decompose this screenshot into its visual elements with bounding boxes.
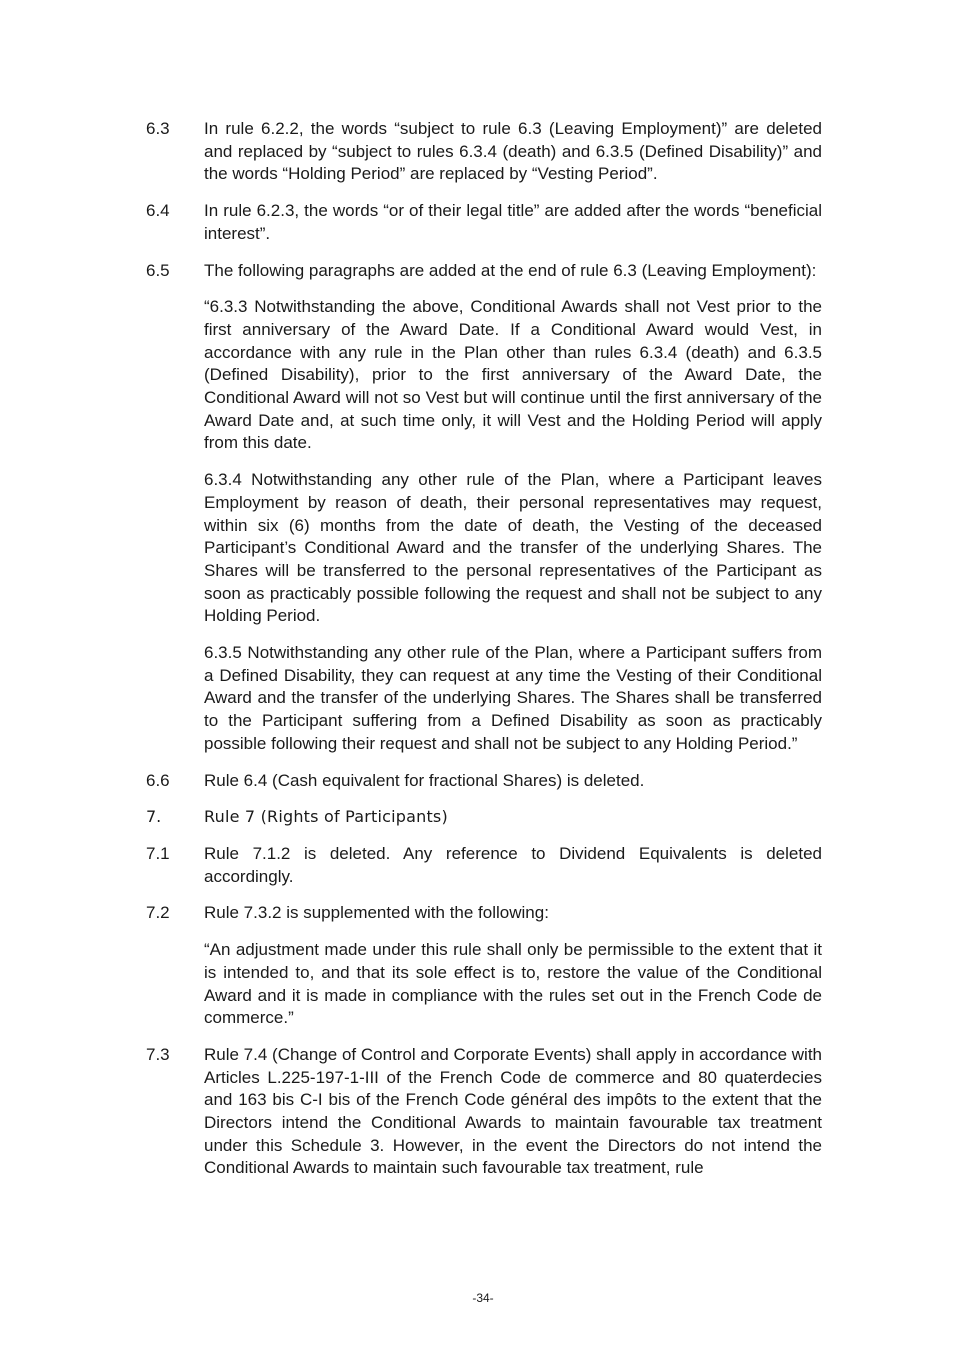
paragraph-number: 6.6 (146, 770, 170, 790)
paragraph-text: In rule 6.2.2, the words “subject to rule 6.3 (Leaving Employment)” are deleted and replaced by “subject to rules 6.3.4 (death) and 6.3.5 (Defined Disability)” and the words “Holding Period” are replaced by “Vesting Period”. (204, 119, 822, 184)
paragraph-7-2 (146, 902, 822, 925)
quoted-rule-6-3-5: 6.3.5 Notwithstanding any other rule of the Plan, where a Participant suffers from a Defined Disability, they can request at any time the Vesting of their Conditional Award and the transfer of the underlying Shares. The Shares shall be transferred to the Participant suffering from a Defined Disability as soon as practicably possible following their request and shall not be subject to any Holding Period.” (204, 643, 822, 753)
paragraph-number: 7.3 (146, 1044, 170, 1064)
paragraph-6-3 (146, 118, 822, 186)
section-number: 7. (146, 807, 162, 827)
paragraph-number: 6.3 (146, 119, 170, 138)
quoted-supplement-7-3-2: “An adjustment made under this rule shall only be permissible to the extent that it is intended to, and that its sole effect is to, restore the value of the Conditional Award and it is made in compliance with the rules set out in the French Code de commerce.” (204, 940, 822, 1028)
paragraph-7-3 (146, 1044, 822, 1180)
paragraph-text: In rule 6.2.3, the words “or of their legal title” are added after the words “beneficial interest”. (204, 201, 822, 243)
paragraph-number: 7.2 (146, 903, 170, 923)
paragraph-text: Rule 7.3.2 is supplemented with the following: (204, 903, 549, 923)
paragraph-number: 7.1 (146, 843, 170, 863)
quoted-rule-6-3-4: 6.3.4 Notwithstanding any other rule of the Plan, where a Participant leaves Employment by reason of death, their personal representatives may request, within six (6) months from the date of death, the Vesting of the deceased Participant’s Conditional Award and the transfer of the underlying Shares. The Shares will be transferred to the personal representatives of the Participant as soon as practicably possible following the request and shall not be subject to any Holding Period. (204, 470, 822, 626)
paragraph-6-5 (146, 260, 822, 283)
page-content (146, 118, 822, 1194)
paragraph-7-1 (146, 843, 822, 888)
section-title: Rule 7 (Rights of Participants) (204, 807, 448, 827)
paragraph-text: Rule 6.4 (Cash equivalent for fractional Shares) is deleted. (204, 770, 645, 790)
quoted-rule-6-3-3: “6.3.3 Notwithstanding the above, Conditional Awards shall not Vest prior to the first anniversary of the Award Date. If a Conditional Award would Vest, in accordance with any rule in the Plan other than rules 6.3.4 (death) and 6.3.5 (Defined Disability), prior to the first anniversary of the Award Date, the Conditional Award will not so Vest but will continue until the first anniversary of the Award Date and, at such time only, it will Vest and the Holding Period will apply from this date. (204, 297, 822, 453)
paragraph-6-4 (146, 200, 822, 245)
paragraph-number: 6.4 (146, 201, 170, 221)
paragraph-6-6 (146, 770, 822, 793)
page-number: -34- (472, 1291, 494, 1305)
paragraph-text: Rule 7.1.2 is deleted. Any reference to Dividend Equivalents is deleted accordingly. (204, 843, 822, 886)
paragraph-text: The following paragraphs are added at the end of rule 6.3 (Leaving Employment): (204, 260, 817, 280)
section-heading-7 (146, 806, 822, 829)
paragraph-text: Rule 7.4 (Change of Control and Corporate Events) shall apply in accordance with Articles L.225-197-1-III of the French Code de commerce and 80 quaterdecies and 163 bis C-I bis of the French Code général des impôts to the extent that the Directors intend the Conditional Awards to maintain favourable tax treatment under this Schedule 3. However, in the event the Directors do not intend the Conditional Awards to maintain such favourable tax treatment, rule (204, 1044, 823, 1178)
paragraph-number: 6.5 (146, 260, 170, 280)
